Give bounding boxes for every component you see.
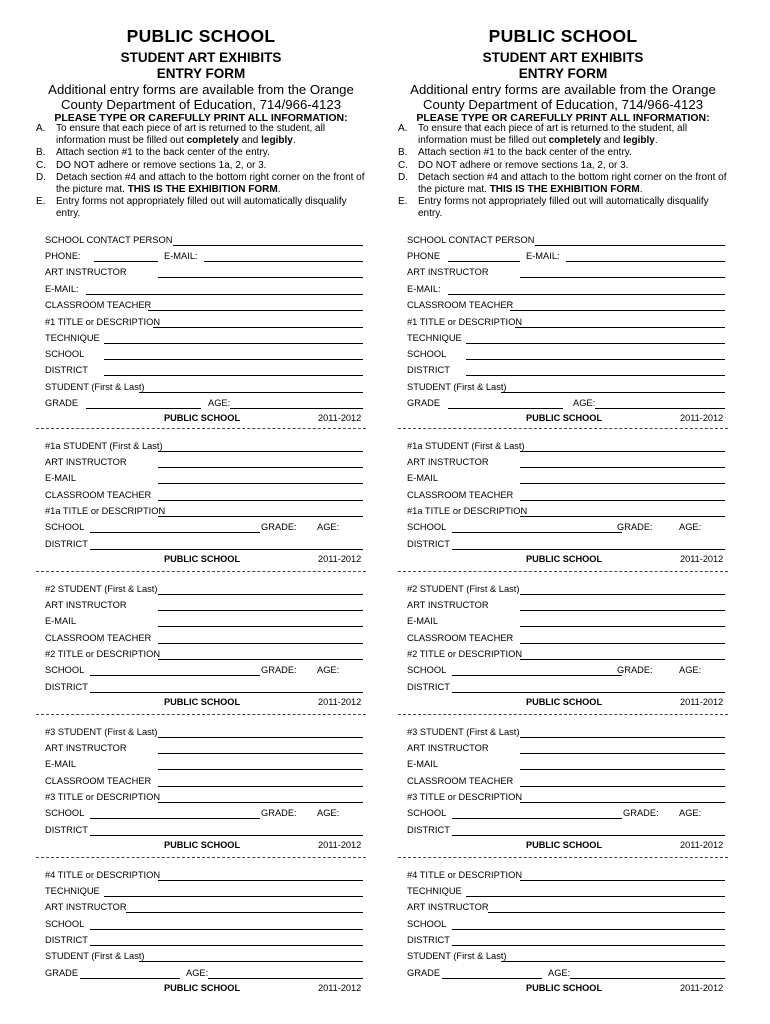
input-student[interactable] (139, 961, 363, 962)
label-grade: GRADE: (617, 665, 653, 675)
input-title[interactable] (520, 659, 725, 660)
input-email[interactable] (158, 769, 363, 770)
footer-school: PUBLIC SCHOOL (526, 840, 603, 850)
instruction-d: D. Detach section #4 and attach to the bottom right corner on the front of the picture mat. THIS IS THE EXHIBITION FORM. (36, 171, 365, 196)
label-school: SCHOOL (45, 349, 85, 359)
label-student: STUDENT (First & Last) (407, 382, 507, 392)
input-classroom-teacher[interactable] (148, 310, 363, 311)
input-art-instructor[interactable] (158, 753, 363, 754)
footer-school: PUBLIC SCHOOL (526, 554, 603, 564)
input-district[interactable] (452, 835, 725, 836)
input-school[interactable] (90, 818, 260, 819)
label-age: AGE: (679, 522, 702, 532)
input-district[interactable] (104, 375, 363, 376)
footer-year: 2011-2012 (680, 413, 724, 423)
instructions-list (36, 123, 366, 221)
label-school: SCHOOL (45, 808, 85, 818)
section-1a (398, 429, 728, 572)
input-contact-person[interactable] (173, 245, 363, 246)
label-district: DISTRICT (407, 365, 450, 375)
label-classroom-teacher: CLASSROOM TEACHER (45, 490, 152, 500)
label-grade: GRADE (407, 968, 441, 978)
input-title[interactable] (515, 327, 725, 328)
entry-form-right (398, 0, 728, 1024)
section-2 (398, 572, 728, 715)
label-title: #4 TITLE or DESCRIPTION (45, 870, 161, 880)
label-email: E-MAIL: (407, 284, 441, 294)
label-age: AGE: (317, 808, 340, 818)
section-1a (36, 429, 366, 572)
print-instructions-heading: PLEASE TYPE OR CAREFULLY PRINT ALL INFORMATION: (54, 112, 348, 124)
label-title: #4 TITLE or DESCRIPTION (407, 870, 523, 880)
label-student: STUDENT (First & Last) (407, 951, 507, 961)
label-classroom-teacher: CLASSROOM TEACHER (45, 633, 152, 643)
input-classroom-teacher[interactable] (520, 786, 725, 787)
input-title[interactable] (153, 327, 363, 328)
input-district[interactable] (90, 549, 363, 550)
footer-year: 2011-2012 (318, 983, 362, 993)
label-title: #1a TITLE or DESCRIPTION (407, 506, 528, 516)
label-title: #1a TITLE or DESCRIPTION (45, 506, 166, 516)
footer-year: 2011-2012 (318, 697, 362, 707)
label-art-instructor: ART INSTRUCTOR (45, 600, 127, 610)
label-grade: GRADE (407, 398, 441, 408)
section-4 (36, 858, 366, 1001)
label-email: E-MAIL (45, 759, 76, 769)
label-age: AGE: (317, 665, 340, 675)
input-school[interactable] (104, 359, 363, 360)
input-title[interactable] (158, 880, 363, 881)
input-phone[interactable] (448, 261, 520, 262)
instruction-e: E. Entry forms not appropriately filled out will automatically disqualify entry. (36, 196, 347, 220)
label-email-inline: E-MAIL: (526, 251, 560, 261)
label-age: AGE: (679, 808, 702, 818)
label-art-instructor: ART INSTRUCTOR (45, 743, 127, 753)
input-art-instructor[interactable] (488, 912, 725, 913)
label-technique: TECHNIQUE (45, 886, 100, 896)
input-art-instructor[interactable] (158, 467, 363, 468)
section-4 (398, 858, 728, 1001)
label-school: SCHOOL (45, 665, 85, 675)
label-district: DISTRICT (407, 539, 450, 549)
label-art-instructor: ART INSTRUCTOR (407, 902, 489, 912)
input-age[interactable] (595, 408, 725, 409)
label-age: AGE: (679, 665, 702, 675)
label-title: #2 TITLE or DESCRIPTION (45, 649, 161, 659)
input-grade[interactable] (442, 978, 542, 979)
label-grade: GRADE (45, 398, 79, 408)
label-student: #1a STUDENT (First & Last) (45, 441, 163, 451)
label-title: #3 TITLE or DESCRIPTION (45, 792, 161, 802)
label-school: SCHOOL (407, 665, 447, 675)
input-email[interactable] (520, 769, 725, 770)
label-school: SCHOOL (407, 349, 447, 359)
input-classroom-teacher[interactable] (158, 643, 363, 644)
footer-year: 2011-2012 (680, 554, 724, 564)
input-technique[interactable] (104, 343, 363, 344)
input-title[interactable] (520, 516, 725, 517)
label-district: DISTRICT (45, 539, 88, 549)
footer-school: PUBLIC SCHOOL (164, 413, 241, 423)
print-instructions-heading: PLEASE TYPE OR CAREFULLY PRINT ALL INFORMATION: (416, 112, 710, 124)
input-art-instructor[interactable] (520, 610, 725, 611)
section-3 (36, 715, 366, 858)
label-student: #1a STUDENT (First & Last) (407, 441, 525, 451)
label-art-instructor: ART INSTRUCTOR (45, 267, 127, 277)
label-email: E-MAIL (407, 473, 438, 483)
label-age: AGE: (208, 398, 231, 408)
label-email-inline: E-MAIL: (164, 251, 198, 261)
additional-forms-note: Additional entry forms are available from the Orange (410, 82, 716, 97)
form-title: PUBLIC SCHOOL (488, 26, 638, 46)
instruction-d: D. Detach section #4 and attach to the bottom right corner on the front of the picture mat. THIS IS THE EXHIBITION FORM. (398, 171, 727, 196)
input-school[interactable] (90, 675, 260, 676)
input-technique[interactable] (104, 896, 363, 897)
label-classroom-teacher: CLASSROOM TEACHER (407, 633, 514, 643)
input-email[interactable] (158, 626, 363, 627)
label-technique: TECHNIQUE (45, 333, 100, 343)
label-title: #3 TITLE or DESCRIPTION (407, 792, 523, 802)
footer-year: 2011-2012 (680, 697, 724, 707)
input-contact-person[interactable] (535, 245, 725, 246)
label-email: E-MAIL (407, 616, 438, 626)
label-title: #2 TITLE or DESCRIPTION (407, 649, 523, 659)
input-title[interactable] (158, 659, 363, 660)
input-art-instructor[interactable] (158, 610, 363, 611)
label-student: STUDENT (First & Last) (45, 951, 145, 961)
form-subtitle-entry: ENTRY FORM (156, 66, 246, 81)
input-email[interactable] (158, 483, 363, 484)
label-art-instructor: ART INSTRUCTOR (407, 600, 489, 610)
input-classroom-teacher[interactable] (158, 786, 363, 787)
label-grade: GRADE: (261, 665, 297, 675)
footer-year: 2011-2012 (318, 413, 362, 423)
section-2 (36, 572, 366, 715)
section-1 (36, 232, 366, 429)
label-district: DISTRICT (407, 935, 450, 945)
label-student: #2 STUDENT (First & Last) (45, 584, 158, 594)
footer-year: 2011-2012 (318, 840, 362, 850)
instruction-a: A. To ensure that each piece of art is returned to the student, all information must be filled out completely and legibly. (398, 123, 688, 147)
footer-school: PUBLIC SCHOOL (526, 983, 603, 993)
form-subtitle-entry: ENTRY FORM (518, 66, 608, 81)
label-school: SCHOOL (45, 522, 85, 532)
input-district[interactable] (452, 692, 725, 693)
input-school[interactable] (90, 532, 260, 533)
label-email: E-MAIL (407, 759, 438, 769)
label-grade: GRADE: (617, 522, 653, 532)
input-school[interactable] (452, 675, 622, 676)
label-classroom-teacher: CLASSROOM TEACHER (45, 776, 152, 786)
label-art-instructor: ART INSTRUCTOR (45, 902, 127, 912)
footer-year: 2011-2012 (318, 554, 362, 564)
input-email[interactable] (520, 626, 725, 627)
input-art-instructor[interactable] (520, 753, 725, 754)
label-school: SCHOOL (407, 919, 447, 929)
input-technique[interactable] (466, 896, 725, 897)
input-student[interactable] (158, 451, 363, 452)
input-student[interactable] (520, 451, 725, 452)
label-student: #3 STUDENT (First & Last) (407, 727, 520, 737)
input-email[interactable] (520, 483, 725, 484)
entry-form-left (36, 0, 366, 1024)
label-art-instructor: ART INSTRUCTOR (407, 457, 489, 467)
additional-forms-note: Additional entry forms are available from the Orange (48, 82, 354, 97)
input-email-inline[interactable] (204, 261, 363, 262)
input-district[interactable] (90, 692, 363, 693)
input-email[interactable] (86, 294, 363, 295)
input-classroom-teacher[interactable] (510, 310, 725, 311)
label-age: AGE: (548, 968, 571, 978)
label-district: DISTRICT (45, 682, 88, 692)
label-age: AGE: (186, 968, 209, 978)
label-student: #2 STUDENT (First & Last) (407, 584, 520, 594)
input-classroom-teacher[interactable] (158, 500, 363, 501)
input-school[interactable] (452, 532, 622, 533)
label-technique: TECHNIQUE (407, 886, 462, 896)
input-email-inline[interactable] (566, 261, 725, 262)
footer-school: PUBLIC SCHOOL (164, 840, 241, 850)
input-classroom-teacher[interactable] (520, 500, 725, 501)
section-3 (398, 715, 728, 858)
form-subtitle: STUDENT ART EXHIBITS (482, 50, 644, 65)
footer-school: PUBLIC SCHOOL (526, 697, 603, 707)
instruction-b: B. Attach section #1 to the back center of the entry. (36, 147, 270, 159)
label-district: DISTRICT (407, 825, 450, 835)
input-student[interactable] (158, 594, 363, 595)
input-age[interactable] (208, 978, 363, 979)
label-contact-person: SCHOOL CONTACT PERSON (45, 235, 173, 245)
input-school[interactable] (452, 818, 622, 819)
input-grade[interactable] (448, 408, 563, 409)
additional-forms-contact: County Department of Education, 714/966-4123 (422, 97, 704, 112)
form-subtitle: STUDENT ART EXHIBITS (120, 50, 282, 65)
footer-school: PUBLIC SCHOOL (526, 413, 603, 423)
label-grade: GRADE: (261, 522, 297, 532)
label-classroom-teacher: CLASSROOM TEACHER (407, 490, 514, 500)
input-school[interactable] (452, 929, 725, 930)
label-title: #1 TITLE or DESCRIPTION (407, 317, 523, 327)
label-classroom-teacher: CLASSROOM TEACHER (407, 300, 514, 310)
form-title: PUBLIC SCHOOL (126, 26, 276, 46)
instruction-c: C. DO NOT adhere or remove sections 1a, 2, or 3. (398, 159, 629, 171)
label-school: SCHOOL (407, 808, 447, 818)
label-title: #1 TITLE or DESCRIPTION (45, 317, 161, 327)
input-student[interactable] (158, 737, 363, 738)
footer-year: 2011-2012 (680, 983, 724, 993)
label-school: SCHOOL (407, 522, 447, 532)
input-school[interactable] (466, 359, 725, 360)
input-student[interactable] (520, 737, 725, 738)
input-art-instructor[interactable] (158, 277, 363, 278)
label-art-instructor: ART INSTRUCTOR (45, 457, 127, 467)
label-grade: GRADE (45, 968, 79, 978)
instruction-a: A. To ensure that each piece of art is returned to the student, all information must be filled out completely and legibly. (36, 123, 326, 147)
label-email: E-MAIL (45, 473, 76, 483)
label-classroom-teacher: CLASSROOM TEACHER (45, 300, 152, 310)
label-contact-person: SCHOOL CONTACT PERSON (407, 235, 535, 245)
label-classroom-teacher: CLASSROOM TEACHER (407, 776, 514, 786)
footer-school: PUBLIC SCHOOL (164, 697, 241, 707)
label-phone: PHONE (407, 251, 441, 261)
instruction-b: B. Attach section #1 to the back center of the entry. (398, 147, 632, 159)
label-art-instructor: ART INSTRUCTOR (407, 267, 489, 277)
label-email: E-MAIL (45, 616, 76, 626)
input-age[interactable] (570, 978, 725, 979)
input-grade[interactable] (86, 408, 201, 409)
footer-school: PUBLIC SCHOOL (164, 554, 241, 564)
label-technique: TECHNIQUE (407, 333, 462, 343)
label-phone: PHONE: (45, 251, 81, 261)
label-district: DISTRICT (45, 365, 88, 375)
input-title[interactable] (158, 516, 363, 517)
label-district: DISTRICT (407, 682, 450, 692)
input-student[interactable] (501, 392, 725, 393)
input-student[interactable] (139, 392, 363, 393)
additional-forms-contact: County Department of Education, 714/966-4123 (60, 97, 342, 112)
input-district[interactable] (452, 945, 725, 946)
label-student: #3 STUDENT (First & Last) (45, 727, 158, 737)
input-title[interactable] (158, 802, 363, 803)
input-phone[interactable] (94, 261, 158, 262)
instruction-e: E. Entry forms not appropriately filled out will automatically disqualify entry. (398, 196, 709, 220)
input-classroom-teacher[interactable] (520, 643, 725, 644)
input-age[interactable] (230, 408, 363, 409)
input-student[interactable] (501, 961, 725, 962)
section-1 (398, 232, 728, 429)
input-student[interactable] (520, 594, 725, 595)
label-grade: GRADE: (623, 808, 659, 818)
input-art-instructor[interactable] (520, 277, 725, 278)
input-district[interactable] (452, 549, 725, 550)
label-grade: GRADE: (261, 808, 297, 818)
instruction-c: C. DO NOT adhere or remove sections 1a, 2, or 3. (36, 159, 267, 171)
input-school[interactable] (90, 929, 363, 930)
input-title[interactable] (520, 802, 725, 803)
label-district: DISTRICT (45, 825, 88, 835)
input-district[interactable] (466, 375, 725, 376)
footer-year: 2011-2012 (680, 840, 724, 850)
instructions-list (398, 123, 728, 221)
input-email[interactable] (448, 294, 725, 295)
input-district[interactable] (90, 945, 363, 946)
input-art-instructor[interactable] (520, 467, 725, 468)
label-student: STUDENT (First & Last) (45, 382, 145, 392)
input-technique[interactable] (466, 343, 725, 344)
input-art-instructor[interactable] (126, 912, 363, 913)
label-district: DISTRICT (45, 935, 88, 945)
label-age: AGE: (573, 398, 596, 408)
label-age: AGE: (317, 522, 340, 532)
footer-school: PUBLIC SCHOOL (164, 983, 241, 993)
label-school: SCHOOL (45, 919, 85, 929)
label-art-instructor: ART INSTRUCTOR (407, 743, 489, 753)
input-district[interactable] (90, 835, 363, 836)
input-title[interactable] (520, 880, 725, 881)
label-email: E-MAIL: (45, 284, 79, 294)
input-grade[interactable] (80, 978, 180, 979)
